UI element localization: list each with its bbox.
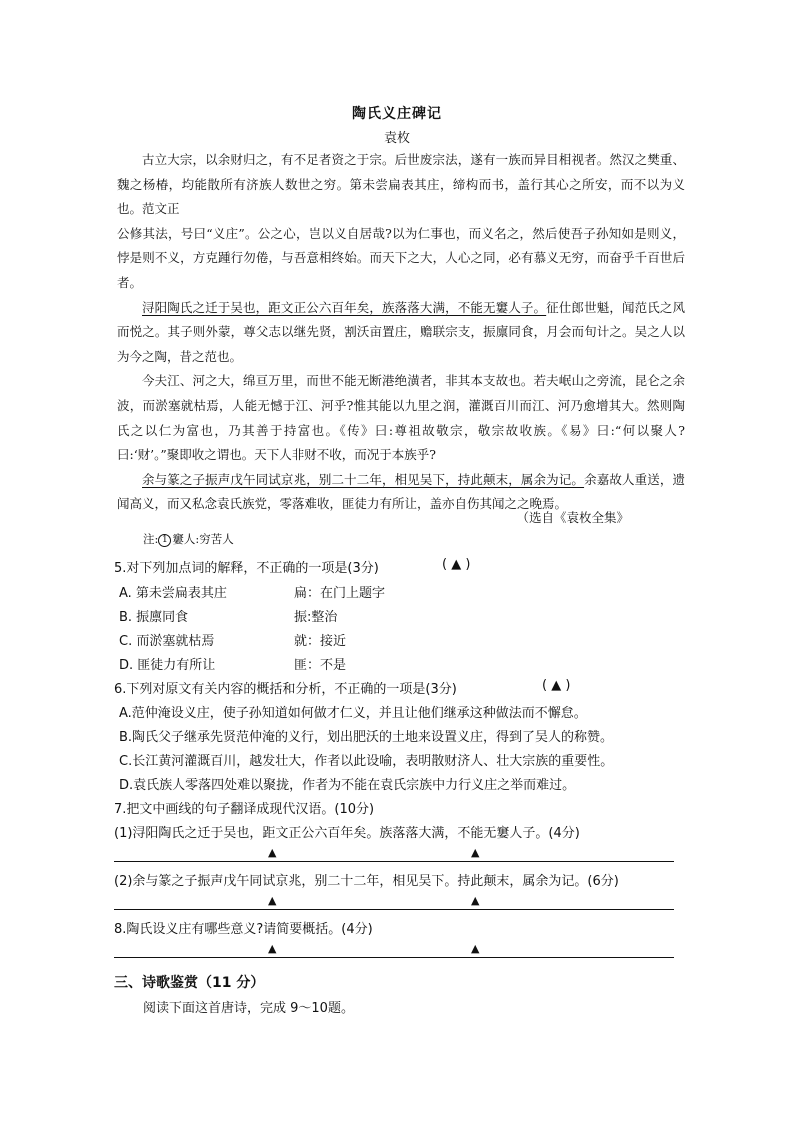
passage-paragraph-4: 今夫江、河之大，绵亘万里，而世不能无断港绝潢者，非其本支故也。若夫岷山之旁流，昆仑之余波，而淤塞就枯焉，人能无憾于江、河乎?惟其能以九里之润，灌溉百川而江、河乃愈增其大。然则陶氏之以仁为富也，乃其善于持富也。《传》曰:尊祖故敬宗，敬宗故收族。《易》曰:“何以聚人?曰:‘财’。”聚即收之谓也。天下人非财不收，而况于本族乎? (117, 373, 685, 463)
passage-paragraph-3 (117, 296, 685, 370)
section-3-heading: 三、诗歌鉴赏（11 分） (114, 975, 265, 991)
answer-marker: ▲ (268, 894, 277, 907)
section-3-intro: 阅读下面这首唐诗，完成 9～10题。 (143, 1001, 354, 1016)
passage-title: 陶氏义庄碑记 (352, 106, 442, 122)
q5-option-b-explanation: 振:整治 (294, 610, 338, 625)
q7-stem: 7.把文中画线的句子翻译成现代汉语。(10分) (114, 802, 375, 817)
q6-option-c: C.长江黄河灌溉百川，越发壮大，作者以此设喻，表明散财济人、壮大宗族的重要性。 (119, 754, 614, 769)
q5-option-a: A. 第未尝扁表其庄 (119, 586, 227, 601)
footnote-text: 窶人:穷苦人 (172, 532, 234, 546)
answer-marker: ▲ (268, 846, 277, 859)
underlined-sentence-2: 余与篆之子振声戊午同试京兆，别二十二年，相见吴下，持此颠末，属余为记。 (142, 471, 585, 487)
q6-option-d: D.袁氏族人零落四处难以聚拢，作者为不能在袁氏宗族中力行义庄之举而难过。 (119, 778, 576, 793)
passage-paragraph-1: 古立大宗，以余财归之，有不足者资之于宗。后世废宗法，遂有一族而异目相视者。然汉之樊重、魏之杨椿，均能散所有济族人数世之穷。第未尝扁表其庄，缔构而书，盖行其心之所安，而不以为义也。范文正 (117, 152, 685, 217)
q5-option-d-explanation: 匪：不是 (294, 658, 347, 673)
footnote-number: 1 (158, 534, 171, 547)
answer-marker: ▲ (268, 942, 277, 955)
underlined-sentence-1: 浔阳陶氏之迁于吴也，距文正公六百年矣，族落落大满，不能无窶人子。 (142, 299, 547, 315)
passage-paragraph-5-rest: 余嘉故人重送，遗闻高义，而又私念袁氏族党，零落难收，匪徒力有所让，盖亦自伤其闻之之晚焉。 (117, 471, 685, 512)
q6-stem: 6.下列对原文有关内容的概括和分析，不正确的一项是(3分) (114, 682, 457, 697)
answer-marker: ▲ (471, 942, 480, 955)
q5-answer-bracket[interactable]: ( ▲ ) (442, 557, 471, 572)
q5-option-c: C. 而淤塞就枯焉 (119, 634, 215, 649)
q6-answer-bracket[interactable]: ( ▲ ) (542, 678, 571, 693)
answer-marker: ▲ (471, 846, 480, 859)
passage-body (117, 148, 685, 517)
q8-stem: 8.陶氏设义庄有哪些意义?请简要概括。(4分) (114, 922, 373, 937)
passage-author: 袁枚 (383, 131, 410, 146)
q5-option-a-explanation: 扁：在门上题字 (294, 586, 386, 601)
answer-line-q8[interactable] (114, 957, 674, 958)
footnote (143, 531, 234, 547)
q5-stem: 5.对下列加点词的解释，不正确的一项是(3分) (114, 561, 379, 576)
q7-sub2: (2)余与篆之子振声戊午同试京兆，别二十二年，相见吴下。持此颠末，属余为记。(6分) (114, 874, 619, 889)
q6-option-a: A.范仲淹设义庄，使子孙知道如何做才仁义，并且让他们继承这种做法而不懈怠。 (119, 706, 587, 721)
passage-paragraph-2: 公修其法，号曰“义庄”。公之心，岂以义自居哉?以为仁事也，而义名之，然后使吾子孙知如是则义，悖是则不义，方克踵行勿倦，与吾意相终始。而天下之大，人心之同，必有慕义无穷，而奋乎千百世后者。 (117, 225, 685, 290)
footnote-prefix: 注: (143, 532, 159, 546)
passage-paragraph-3-rest: 征仕郎世魁，闻范氏之风而悦之。其子则外蒙，尊父志以继先贤，割沃亩置庄，赡联宗支，振廪同食，月会而旬计之。吴之人以为今之陶，昔之范也。 (117, 299, 685, 364)
answer-line-q7-2[interactable] (114, 909, 674, 910)
q6-option-b: B.陶氏父子继承先贤范仲淹的义行，划出肥沃的土地来设置义庄，得到了吴人的称赞。 (119, 730, 614, 745)
passage-source: （选自《袁枚全集》 (516, 510, 629, 525)
q5-option-b: B. 振廪同食 (119, 610, 189, 625)
q7-sub1: (1)浔阳陶氏之迁于吴也，距文正公六百年矣。族落落大满，不能无窶人子。(4分) (114, 826, 580, 841)
answer-line-q7-1[interactable] (114, 861, 674, 862)
q5-option-d: D. 匪徒力有所让 (119, 658, 216, 673)
q5-option-c-explanation: 就：接近 (294, 634, 347, 649)
answer-marker: ▲ (471, 894, 480, 907)
